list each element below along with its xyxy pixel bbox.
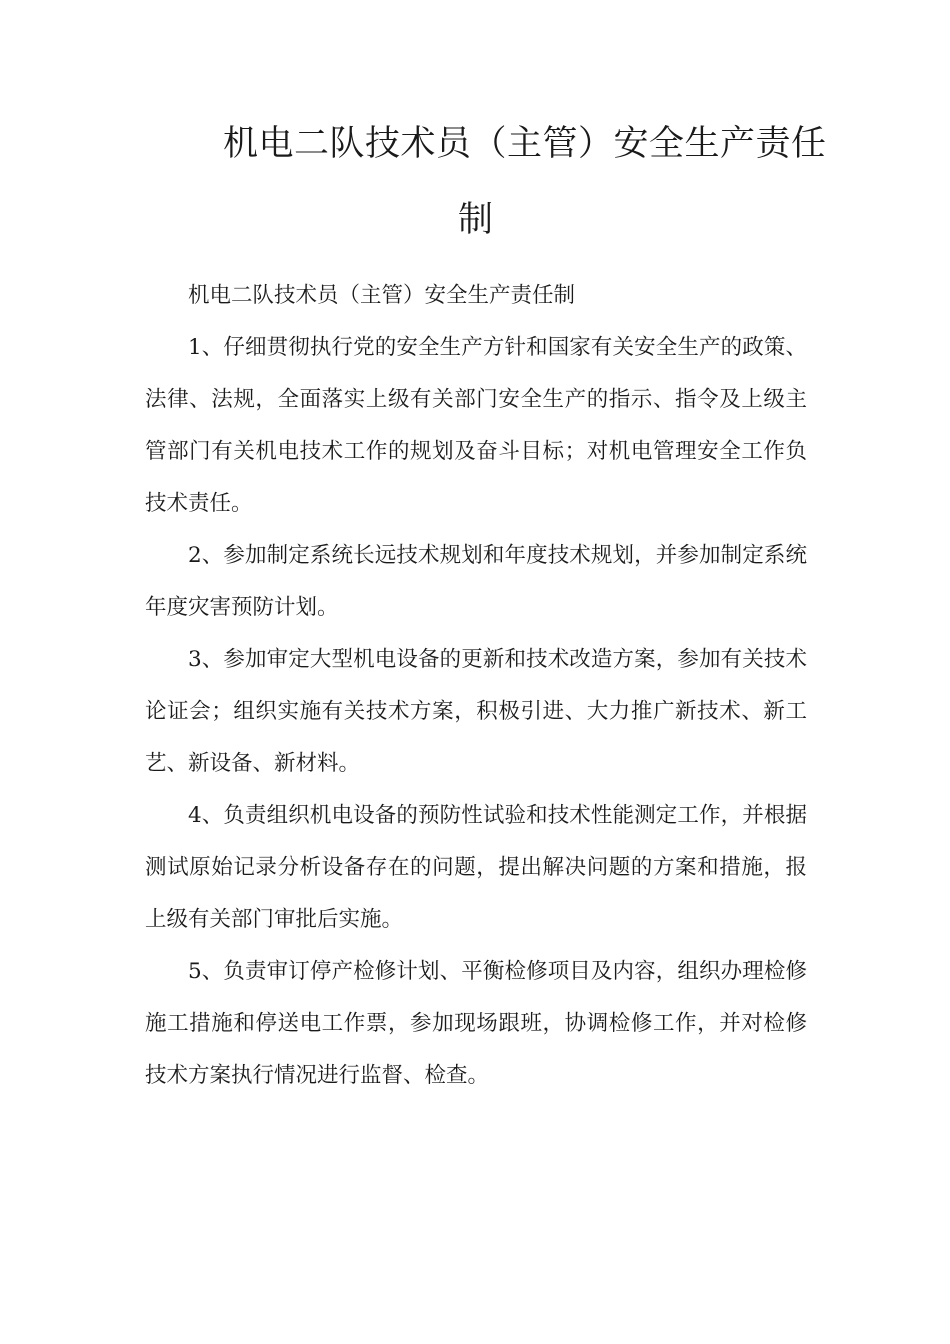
paragraph-5: 5、负责审订停产检修计划、平衡检修项目及内容，组织办理检修施工措施和停送电工作票，参加现场跟班，协调检修工作，并对检修技术方案执行情况进行监督、检查。	[145, 959, 807, 1088]
paragraph-3: 3、参加审定大型机电设备的更新和技术改造方案，参加有关技术论证会；组织实施有关技术方案，积极引进、大力推广新技术、新工艺、新设备、新材料。	[145, 647, 807, 776]
document-subtitle: 机电二队技术员（主管）安全生产责任制	[188, 283, 576, 308]
document-title-line-2: 制	[458, 200, 494, 240]
document-body	[145, 270, 807, 1102]
paragraph-2: 2、参加制定系统长远技术规划和年度技术规划，并参加制定系统年度灾害预防计划。	[145, 543, 807, 620]
document-title-line-1: 机电二队技术员（主管）安全生产责任	[223, 124, 827, 164]
paragraph-1: 1、仔细贯彻执行党的安全生产方针和国家有关安全生产的政策、法律、法规，全面落实上级有关部门安全生产的指示、指令及上级主管部门有关机电技术工作的规划及奋斗目标；对机电管理安全工作负技术责任。	[145, 335, 807, 516]
paragraph-4: 4、负责组织机电设备的预防性试验和技术性能测定工作，并根据测试原始记录分析设备存在的问题，提出解决问题的方案和措施，报上级有关部门审批后实施。	[145, 803, 807, 932]
